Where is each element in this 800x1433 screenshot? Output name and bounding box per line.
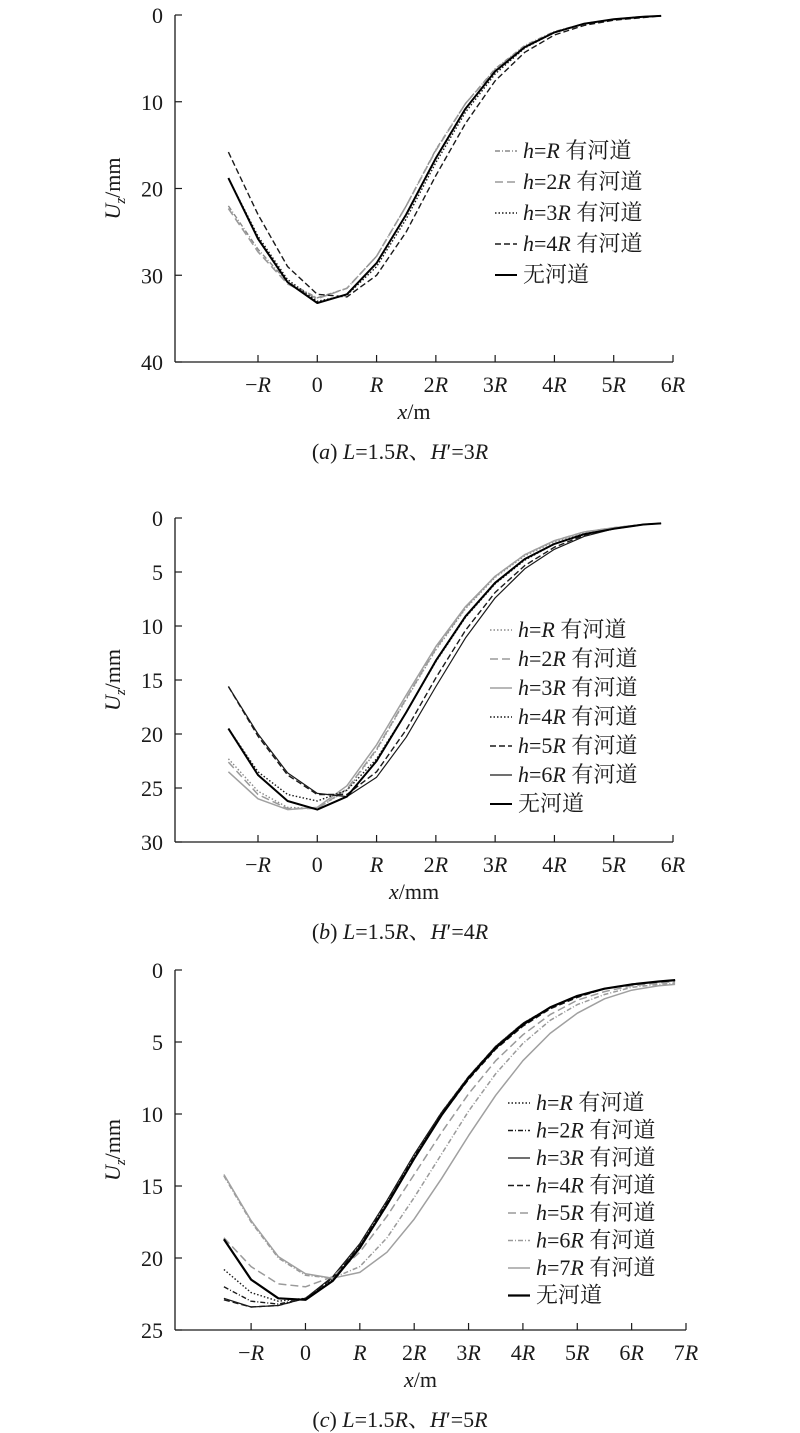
chart-b-x-tick-label: 2R [423,852,449,877]
chart-a-legend-label: h=R 有河道 [523,138,632,163]
chart-a-x-tick-label: 0 [311,372,323,397]
chart-b-y-tick-label: 10 [141,614,163,639]
chart-a-caption: (a) L=1.5R、H′=3R [311,439,489,464]
chart-b-x-tick-label: −R [245,852,271,877]
chart-b-legend-label: 无河道 [518,791,585,816]
chart-a-x-tick-label: 6R [660,372,686,397]
chart-b-legend-label: h=2R 有河道 [518,646,638,671]
chart-b-caption: (b) L=1.5R、H′=4R [311,919,489,944]
chart-panel-c [0,955,800,1433]
chart-c-svg [0,955,800,1433]
chart-panel-a [0,0,800,480]
chart-c-x-tick-label: 7R [673,1340,699,1365]
chart-b-x-tick-label: 0 [311,852,323,877]
chart-b-y-tick-label: 25 [141,776,163,801]
chart-b-legend-label: h=3R 有河道 [518,675,638,700]
chart-a-legend-label: h=4R 有河道 [523,231,643,256]
chart-c-x-tick-label: 4R [510,1340,536,1365]
chart-a-x-tick-label: 3R [482,372,508,397]
chart-c-x-tick-label: −R [238,1340,265,1365]
chart-b-x-tick-label: R [369,852,384,877]
chart-c-y-tick-label: 15 [141,1174,163,1199]
chart-a-y-tick-label: 30 [141,263,163,289]
chart-b-legend-label: h=6R 有河道 [518,762,638,787]
chart-a-legend-label: h=3R 有河道 [523,200,643,225]
chart-a-svg [0,0,800,480]
chart-a-x-tick-label: R [369,372,384,397]
chart-c-x-tick-label: 6R [619,1340,644,1365]
chart-c-y-tick-label: 10 [141,1102,163,1127]
chart-c-legend-label: h=3R 有河道 [536,1145,656,1170]
chart-a-y-tick-label: 40 [141,350,163,375]
chart-b-x-tick-label: 3R [482,852,508,877]
chart-a-x-tick-label: −R [245,372,271,397]
chart-b-y-tick-label: 15 [141,668,163,693]
chart-a-y-tick-label: 0 [152,3,163,28]
chart-a-x-tick-label: 5R [601,372,626,397]
chart-b-legend-label: h=R 有河道 [518,617,627,642]
chart-a-y-tick-label: 10 [141,89,163,115]
chart-panel-b [0,480,800,955]
chart-c-x-tick-label: 5R [565,1340,590,1365]
chart-c-legend-label: h=4R 有河道 [536,1172,656,1198]
chart-c-legend-label: h=6R 有河道 [536,1227,656,1253]
chart-c-legend-label: 无河道 [536,1282,603,1308]
chart-b-legend-label: h=5R 有河道 [518,733,638,758]
chart-b-x-label: x/mm [388,879,440,904]
chart-a-y-label: $U_z/mm$ [100,157,129,220]
chart-c-y-tick-label: 5 [152,1030,163,1055]
chart-c-caption: (c) L=1.5R、H′=5R [312,1407,488,1432]
chart-c-x-tick-label: 3R [456,1340,481,1365]
chart-b-x-tick-label: 4R [542,852,567,877]
chart-a-legend-label: h=2R 有河道 [523,169,643,194]
chart-c-legend-label: h=7R 有河道 [536,1255,656,1280]
chart-c-x-tick-label: R [353,1340,367,1365]
chart-c-x-tick-label: 0 [299,1340,311,1365]
chart-b-y-tick-label: 0 [152,506,163,531]
chart-c-legend-label: h=R 有河道 [536,1090,645,1115]
chart-c-x-tick-label: 2R [401,1340,427,1365]
chart-c-y-tick-label: 0 [152,958,163,983]
chart-a-x-tick-label: 2R [423,372,449,397]
chart-b-y-label: $U_z/mm$ [100,648,129,712]
chart-b-legend-label: h=4R 有河道 [518,704,638,729]
chart-a-legend-label: 无河道 [523,262,590,287]
chart-b-svg [0,480,800,955]
chart-b-x-tick-label: 5R [601,852,626,877]
chart-b-x-tick-label: 6R [660,852,686,877]
chart-b-y-tick-label: 30 [141,830,163,855]
chart-a-x-label: x/m [397,399,431,424]
chart-a-y-tick-label: 20 [141,176,163,202]
chart-b-y-tick-label: 20 [141,722,163,747]
chart-c-y-tick-label: 25 [141,1318,163,1343]
chart-c-legend-label: h=5R 有河道 [536,1200,656,1225]
chart-a-x-tick-label: 4R [542,372,567,397]
chart-c-y-tick-label: 20 [141,1246,163,1271]
chart-b-y-tick-label: 5 [152,560,163,585]
chart-c-y-label: $U_z/mm$ [100,1118,129,1182]
chart-c-legend-label: h=2R 有河道 [536,1117,656,1143]
chart-c-x-label: x/m [403,1367,438,1392]
